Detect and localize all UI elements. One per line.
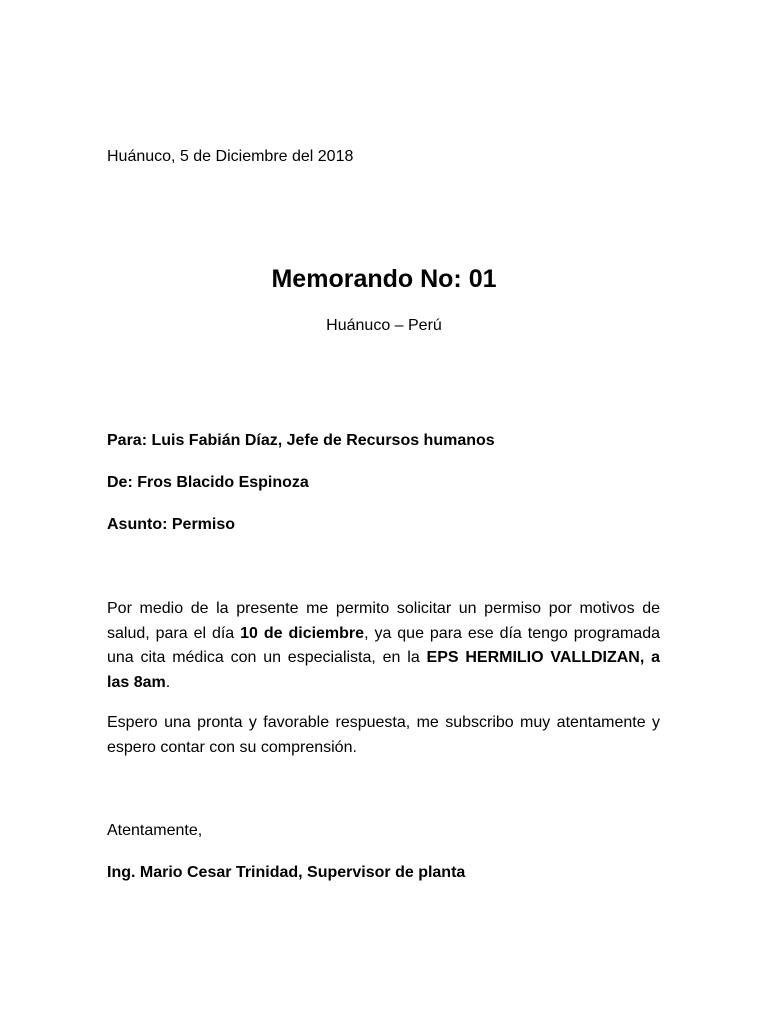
body-text-segment: , ya que para ese día tengo programada una cita médica con un especialista, en la (107, 624, 660, 666)
body-text-segment: Por medio de la presente me permito solicitar un permiso por motivos de salud, para el día (107, 600, 660, 642)
memo-to-field: Para: Luis Fabián Díaz, Jefe de Recursos humanos (107, 432, 495, 449)
body-text-segment: . (165, 673, 171, 691)
memo-body-paragraph-2: Espero una pronta y favorable respuesta, me subscribo muy atentamente y espero contar con su comprensión. (107, 714, 660, 756)
memo-signature: Ing. Mario Cesar Trinidad, Supervisor de planta (107, 864, 466, 881)
body-bold-date: 10 de diciembre (240, 624, 365, 642)
memo-body-paragraph-1 (107, 597, 660, 695)
memo-from-field: De: Fros Blacido Espinoza (107, 474, 309, 491)
memo-date: Huánuco, 5 de Diciembre del 2018 (107, 148, 354, 165)
memo-title: Memorando No: 01 (271, 265, 497, 293)
memo-subject-field: Asunto: Permiso (107, 516, 236, 533)
memo-location: Huánuco – Perú (326, 317, 442, 334)
body-bold-institution: EPS HERMILIO VALLDIZAN, a las 8am (107, 649, 661, 691)
memo-closing: Atentamente, (107, 822, 203, 839)
